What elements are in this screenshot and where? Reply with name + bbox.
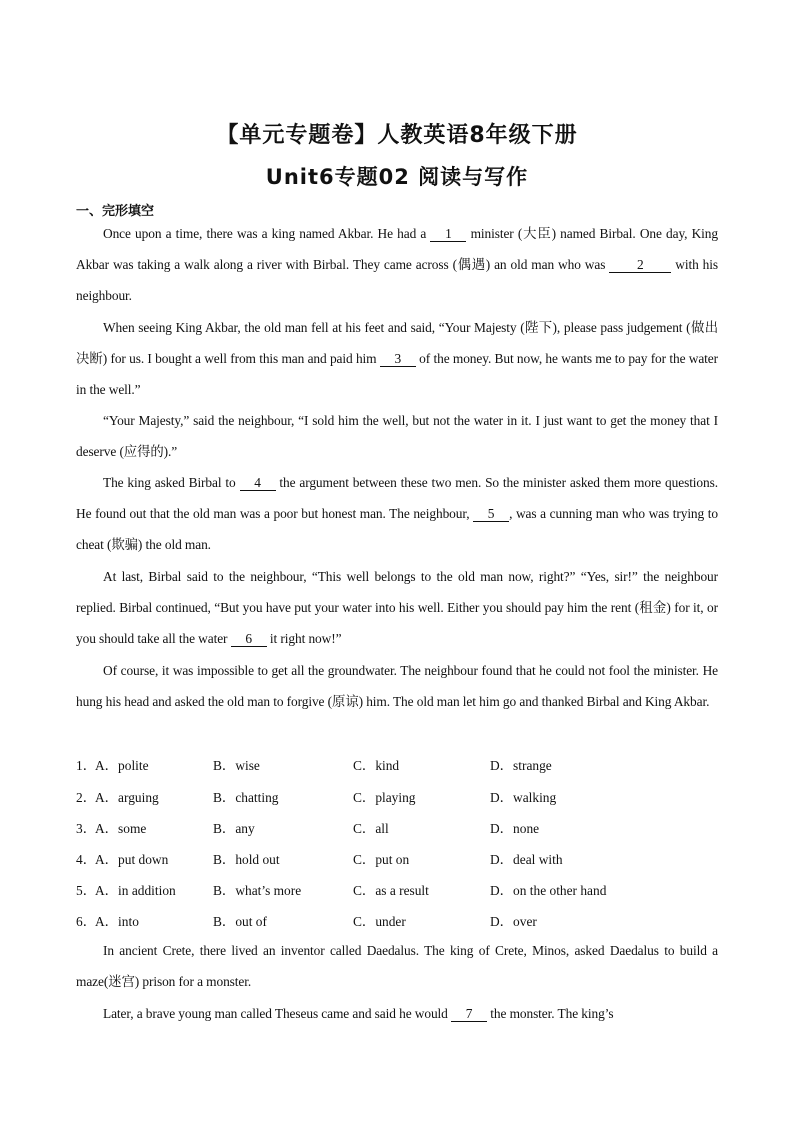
option-b: B．wise <box>213 758 260 773</box>
question-number: 4． <box>76 852 97 867</box>
blank-7: 7 <box>451 1007 487 1022</box>
option-b: B．chatting <box>213 790 279 805</box>
blank-4: 4 <box>240 476 276 491</box>
option-d: D．on the other hand <box>490 883 607 898</box>
option-c: C．as a result <box>353 883 429 898</box>
option-a: A．into <box>95 914 139 929</box>
passage1-paragraph-3: “Your Majesty,” said the neighbour, “I sold him the well, but not the water in it. I just want to get the money that I deserve (应得的).” <box>76 413 718 460</box>
section-heading-cloze: 一、完形填空 <box>76 204 155 219</box>
question-number: 6． <box>76 914 97 929</box>
blank-3: 3 <box>380 352 416 367</box>
option-d: D．strange <box>490 758 552 773</box>
option-row-5 <box>76 880 718 911</box>
option-b: B．hold out <box>213 852 280 867</box>
option-a: A．some <box>95 821 147 836</box>
question-number: 3． <box>76 821 97 836</box>
option-row-2 <box>76 787 718 818</box>
blank-2: 2 <box>609 258 671 273</box>
option-a: A．arguing <box>95 790 159 805</box>
option-d: D．none <box>490 821 540 836</box>
document-subtitle: Unit6专题02 阅读与写作 <box>265 165 529 189</box>
blank-5: 5 <box>473 507 509 522</box>
passage1-paragraph-4: The king asked Birbal to 4 the argument between these two men. So the minister asked them more questions. He found out that the old man was a poor but honest man. The neighbour, 5 , was a cunning man who was trying to cheat (欺骗) the old man. <box>76 475 718 553</box>
option-b: B．any <box>213 821 255 836</box>
blank-6: 6 <box>231 632 267 647</box>
passage1-paragraph-1: Once upon a time, there was a king named Akbar. He had a 1 minister (大臣) named Birbal. One day, King Akbar was taking a walk along a river with Birbal. They came across (偶遇) an old man who was 2 with his neighbour. <box>76 226 718 304</box>
option-a: A．in addition <box>95 883 176 898</box>
option-row-1 <box>76 755 718 786</box>
question-number: 2． <box>76 790 97 805</box>
option-c: C．playing <box>353 790 416 805</box>
option-c: C．under <box>353 914 406 929</box>
option-b: B．what’s more <box>213 883 302 898</box>
blank-1: 1 <box>430 227 466 242</box>
passage1-paragraph-5: At last, Birbal said to the neighbour, “This well belongs to the old man now, right?” “Yes, sir!” the neighbour replied. Birbal continued, “But you have put your water into his well. Either you should pay him the rent (租金) for it, or you should take all the water 6 it right now!” <box>76 569 718 647</box>
passage2-paragraph-2: Later, a brave young man called Theseus came and said he would 7 the monster. The king’s <box>103 1006 614 1021</box>
option-row-4 <box>76 849 718 880</box>
option-c: C．put on <box>353 852 410 867</box>
option-row-3 <box>76 818 718 849</box>
passage1-paragraph-6: Of course, it was impossible to get all the groundwater. The neighbour found that he could not fool the minister. He hung his head and asked the old man to forgive (原谅) him. The old man let him go and thanked Birbal and King Akbar. <box>76 663 718 710</box>
option-c: C．all <box>353 821 389 836</box>
question-number: 1． <box>76 758 97 773</box>
option-b: B．out of <box>213 914 267 929</box>
passage1-paragraph-2: When seeing King Akbar, the old man fell at his feet and said, “Your Majesty (陛下), please pass judgement (做出决断) for us. I bought a well from this man and paid him 3 of the money. But now, he wants me to pay for the water in the well.” <box>76 320 718 398</box>
option-d: D．deal with <box>490 852 563 867</box>
option-d: D．walking <box>490 790 557 805</box>
option-c: C．kind <box>353 758 400 773</box>
option-d: D．over <box>490 914 537 929</box>
question-number: 5． <box>76 883 97 898</box>
passage2-paragraph-1: In ancient Crete, there lived an inventor called Daedalus. The king of Crete, Minos, asked Daedalus to build a maze(迷宫) prison for a monster. <box>76 943 718 990</box>
option-a: A．polite <box>95 758 149 773</box>
option-a: A．put down <box>95 852 169 867</box>
document-title: 【单元专题卷】人教英语8年级下册 <box>216 123 578 148</box>
